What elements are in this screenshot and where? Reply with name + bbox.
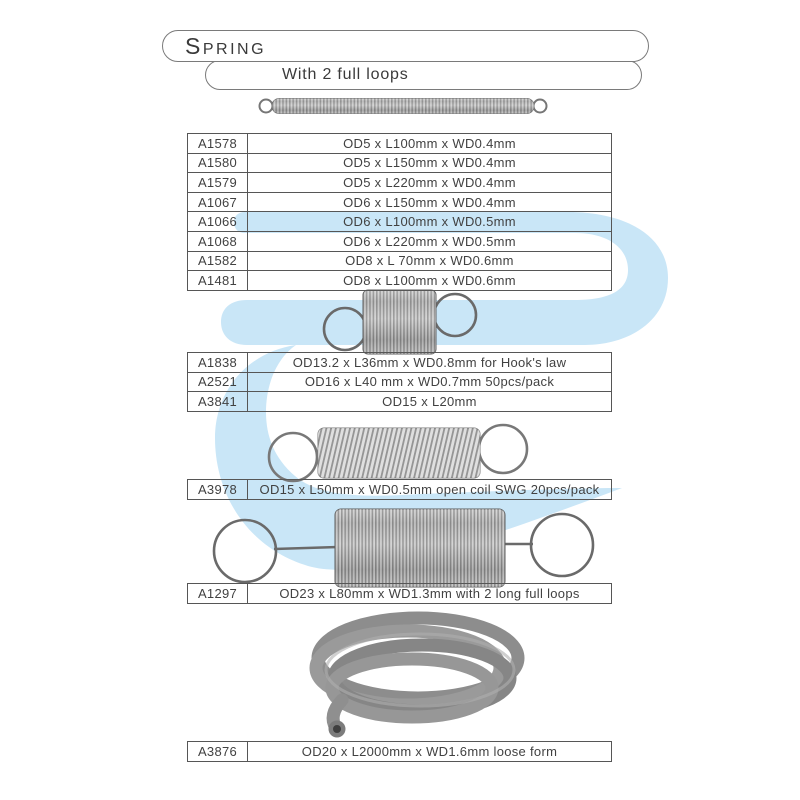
table-row: [188, 353, 612, 373]
table-row: [188, 251, 612, 271]
table-row: [188, 271, 612, 291]
large-loop-spring-image: [205, 504, 601, 592]
part-number-cell: A1066: [188, 212, 248, 232]
spec-table-medium-springs: [187, 352, 612, 412]
description-cell: OD20 x L2000mm x WD1.6mm loose form: [248, 742, 612, 762]
description-cell: OD16 x L40 mm x WD0.7mm 50pcs/pack: [248, 372, 612, 392]
part-number-cell: A1582: [188, 251, 248, 271]
description-cell: OD6 x L100mm x WD0.5mm: [248, 212, 612, 232]
table-row: [188, 742, 612, 762]
part-number-cell: A1579: [188, 173, 248, 193]
spec-table-open-coil: [187, 479, 612, 500]
table-row: [188, 392, 612, 412]
description-cell: OD5 x L150mm x WD0.4mm: [248, 153, 612, 173]
subsection-header-pill: [205, 60, 642, 90]
table-row: [188, 231, 612, 251]
spec-table-long-loops: [187, 583, 612, 604]
part-number-cell: A1068: [188, 231, 248, 251]
description-cell: OD5 x L100mm x WD0.4mm: [248, 134, 612, 154]
description-cell: OD5 x L220mm x WD0.4mm: [248, 173, 612, 193]
table-row: [188, 173, 612, 193]
loose-form-spring-image: [280, 600, 546, 748]
description-cell: OD8 x L100mm x WD0.6mm: [248, 271, 612, 291]
description-cell: OD15 x L20mm: [248, 392, 612, 412]
part-number-cell: A1481: [188, 271, 248, 291]
spec-table-loose-form: [187, 741, 612, 762]
table-row: [188, 480, 612, 500]
table-row: [188, 134, 612, 154]
part-number-cell: A1067: [188, 192, 248, 212]
table-row: [188, 584, 612, 604]
table-row: [188, 153, 612, 173]
table-row: [188, 372, 612, 392]
description-cell: OD23 x L80mm x WD1.3mm with 2 long full loops: [248, 584, 612, 604]
description-cell: OD15 x L50mm x WD0.5mm open coil SWG 20pcs/pack: [248, 480, 612, 500]
short-extension-spring-image: [308, 287, 492, 357]
description-cell: OD6 x L220mm x WD0.5mm: [248, 231, 612, 251]
part-number-cell: A2521: [188, 372, 248, 392]
table-row: [188, 192, 612, 212]
long-thin-spring-image: [255, 92, 551, 120]
part-number-cell: A1838: [188, 353, 248, 373]
description-cell: OD13.2 x L36mm x WD0.8mm for Hook's law: [248, 353, 612, 373]
description-cell: OD6 x L150mm x WD0.4mm: [248, 192, 612, 212]
page-title: Spring: [185, 32, 267, 59]
spec-table-small-springs: [187, 133, 612, 291]
part-number-cell: A3978: [188, 480, 248, 500]
part-number-cell: A1578: [188, 134, 248, 154]
description-cell: OD8 x L 70mm x WD0.6mm: [248, 251, 612, 271]
part-number-cell: A1297: [188, 584, 248, 604]
table-row: [188, 212, 612, 232]
section-header-pill: [162, 30, 649, 62]
part-number-cell: A3841: [188, 392, 248, 412]
page-subtitle: With 2 full loops: [282, 66, 409, 83]
part-number-cell: A1580: [188, 153, 248, 173]
part-number-cell: A3876: [188, 742, 248, 762]
